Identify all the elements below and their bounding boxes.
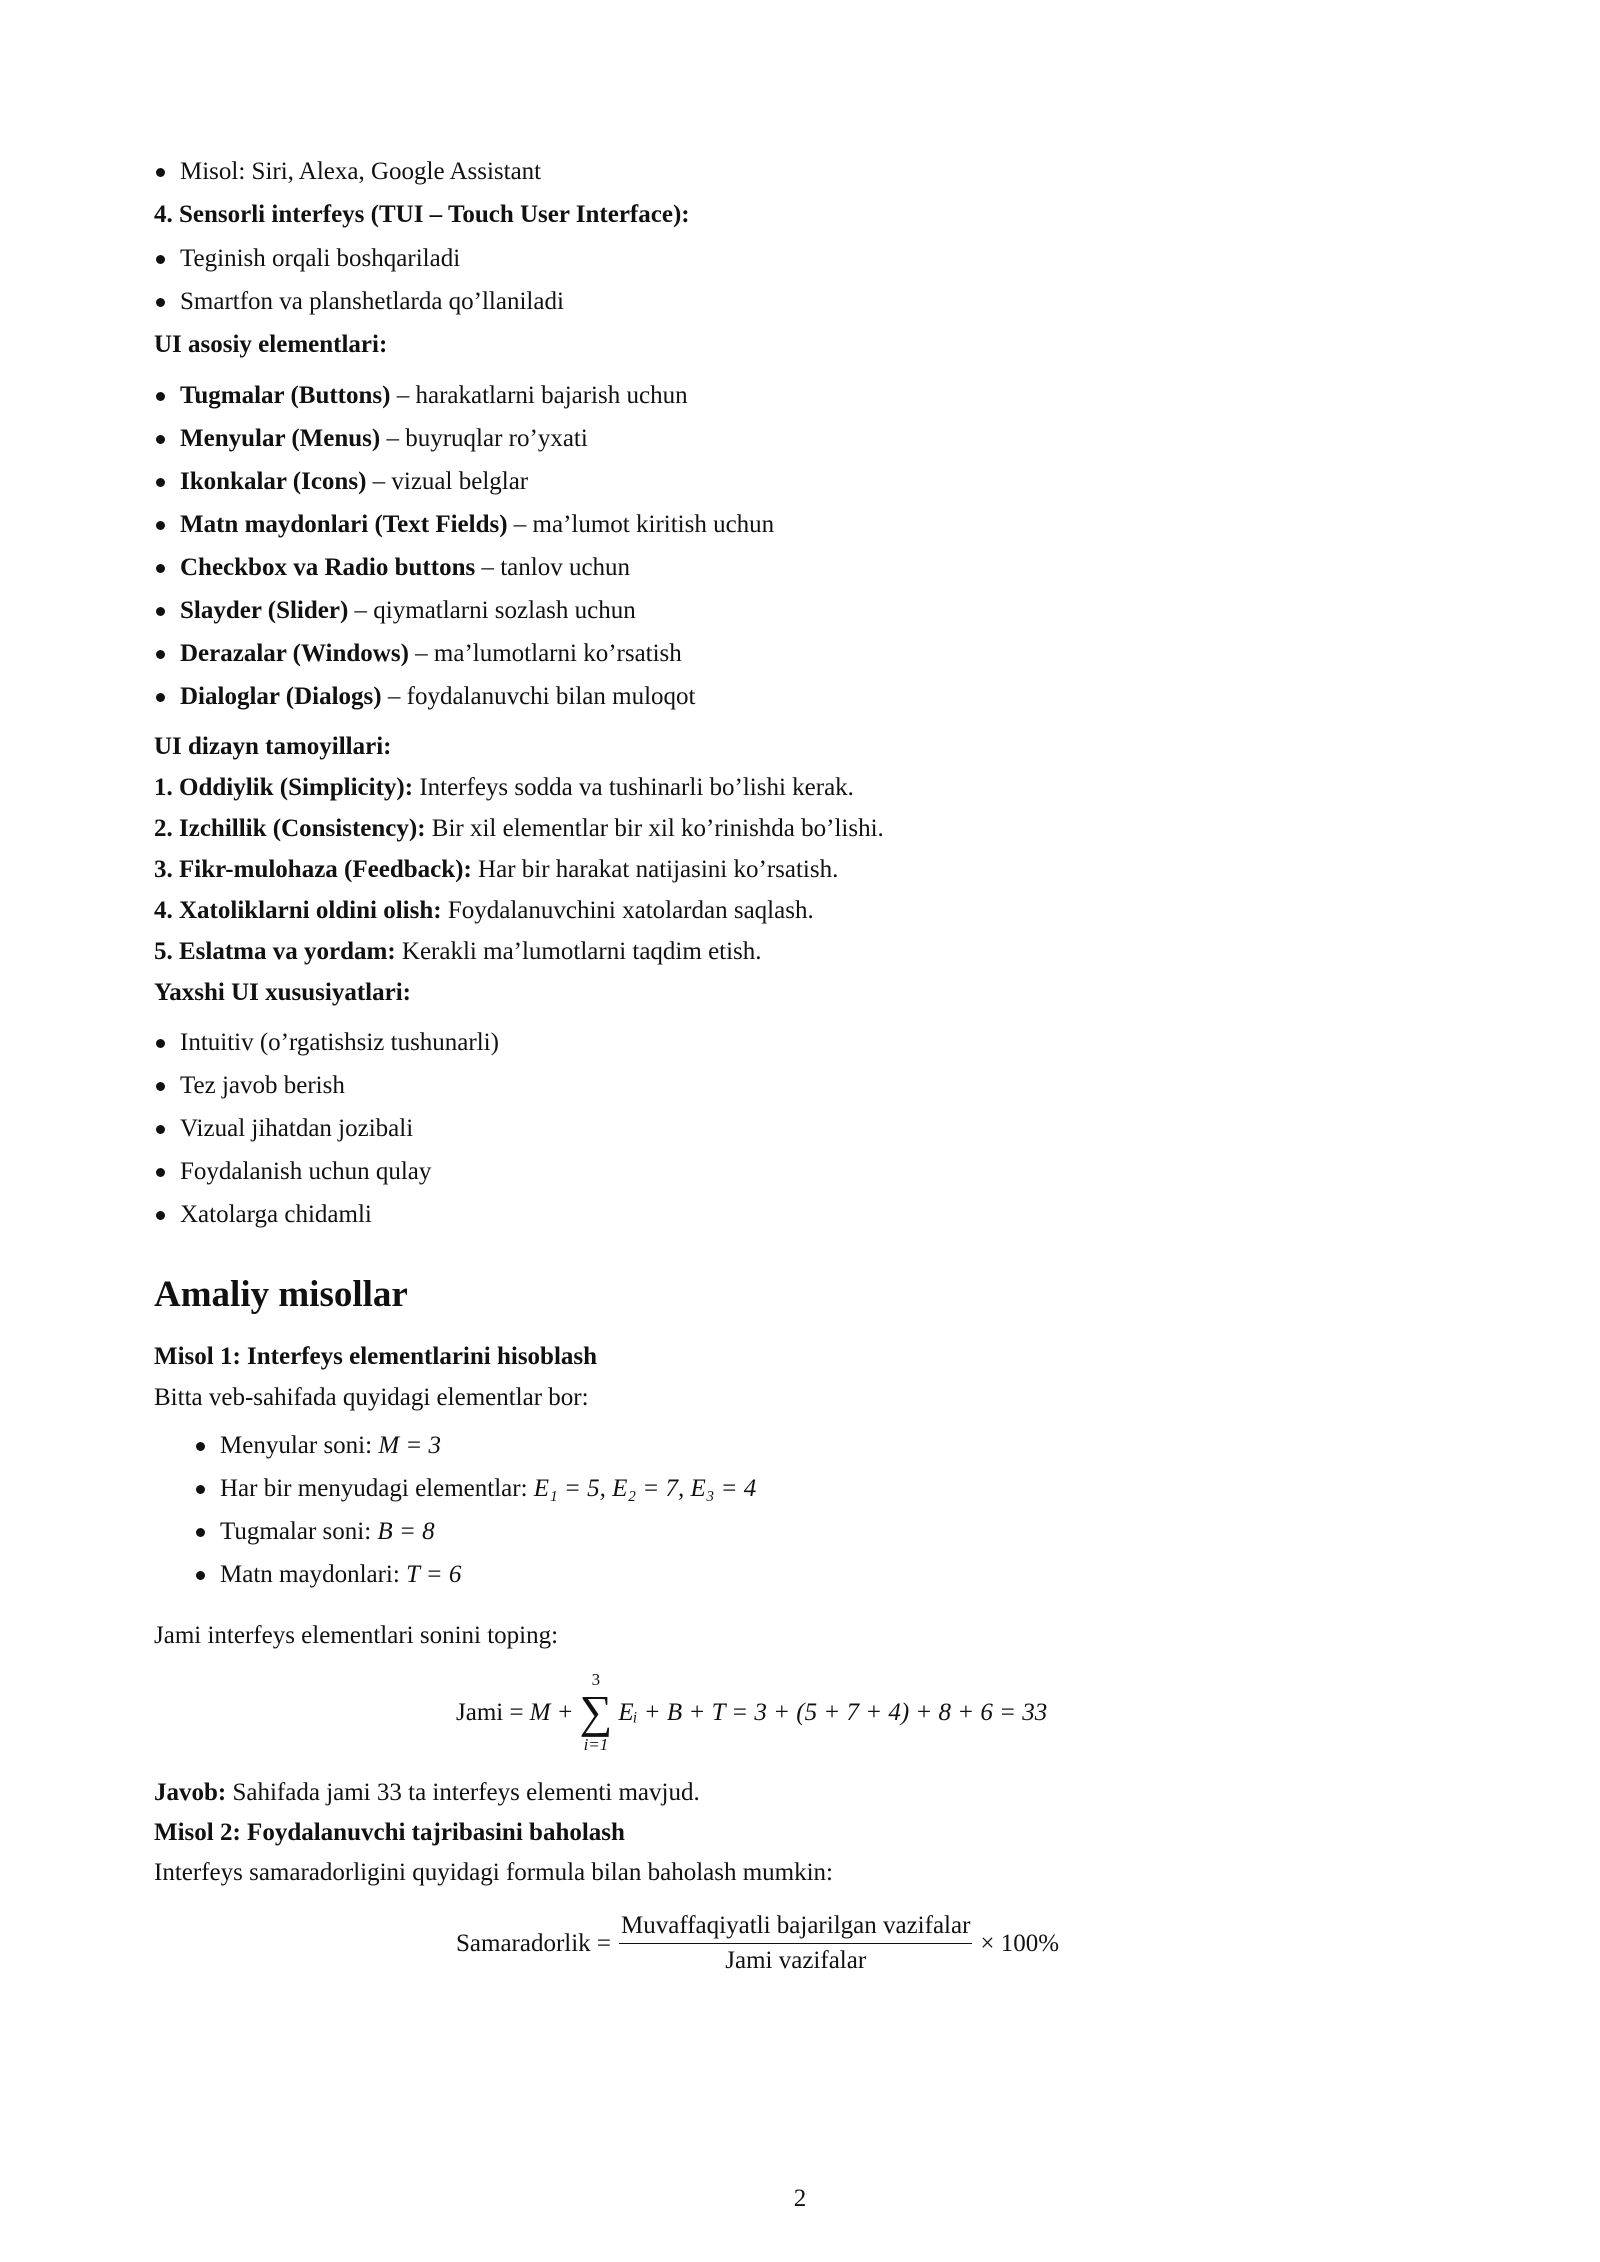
list-item: Derazalar (Windows) – ma’lumotlarni ko’rsatish [154, 632, 1154, 675]
example-1-list [154, 1424, 1154, 1596]
list-item: Tugmalar soni: B = 8 [154, 1510, 1154, 1553]
sum-symbol: 3 ∑ i=1 [579, 1670, 613, 1754]
list-item: Tez javob berish [154, 1064, 1154, 1107]
example-1-task: Jami interfeys elementlari sonini toping: [154, 1622, 559, 1649]
list-item: Misol: Siri, Alexa, Google Assistant [154, 150, 1154, 193]
list-item: Matn maydonlari: T = 6 [154, 1553, 1154, 1596]
list-item: Dialoglar (Dialogs) – foydalanuvchi bilan muloqot [154, 675, 1154, 718]
example-1-title: Misol 1: Interfeys elementlarini hisoblash [154, 1343, 598, 1370]
principle-line: 5. Eslatma va yordam: Kerakli ma’lumotlarni taqdim etish. [154, 938, 762, 965]
list-item: Slayder (Slider) – qiymatlarni sozlash uchun [154, 589, 1154, 632]
elements-list [154, 374, 1154, 718]
list-item: Har bir menyudagi elementlar: E₁ = 5, E₂ = 7, E₃ = 4 [154, 1467, 1154, 1510]
good-ui-list [154, 1021, 1154, 1236]
section-title: Amaliy misollar [154, 1274, 408, 1315]
example-1-answer: Javob: Sahifada jami 33 ta interfeys elementi mavjud. [154, 1779, 700, 1806]
example-2-intro: Interfeys samaradorligini quyidagi formula bilan baholash mumkin: [154, 1859, 834, 1886]
example-2-title: Misol 2: Foydalanuvchi tajribasini baholash [154, 1819, 625, 1846]
list-item: Smartfon va planshetlarda qo’llaniladi [154, 280, 1154, 323]
principles-heading: UI dizayn tamoyillari: [154, 733, 392, 760]
tui-list [154, 237, 1154, 323]
efficiency-equation: Samaradorlik = $\frac{\text{Muvaffaqiyatli bajarilgan vazifalar}}{\text{Jami vazifalar}}$ × 100% [154, 1893, 1154, 1993]
sum-equation: Jami = M + 3 ∑ i=1 Eᵢ + B + T = 3 + (5 + 7 + 4) + 8 + 6 = 33 [456, 1670, 1048, 1754]
voice-examples-list [154, 150, 1154, 193]
principle-line: 2. Izchillik (Consistency): Bir xil elementlar bir xil ko’rinishda bo’lishi. [154, 815, 884, 842]
good-ui-heading: Yaxshi UI xususiyatlari: [154, 979, 411, 1006]
list-item: Ikonkalar (Icons) – vizual belglar [154, 460, 1154, 503]
list-item: Intuitiv (o’rgatishsiz tushunarli) [154, 1021, 1154, 1064]
list-item: Matn maydonlari (Text Fields) – ma’lumot kiritish uchun [154, 503, 1154, 546]
principle-line: 3. Fikr-mulohaza (Feedback): Har bir harakat natijasini ko’rsatish. [154, 856, 839, 883]
principles-block [154, 726, 1154, 1013]
list-item: Tugmalar (Buttons) – harakatlarni bajarish uchun [154, 374, 1154, 417]
tui-heading: 4. Sensorli interfeys (TUI – Touch User Interface): [154, 201, 690, 228]
page-number: 2 [793, 2185, 807, 2212]
example-1-intro: Bitta veb-sahifada quyidagi elementlar bor: [154, 1384, 589, 1411]
document-page [154, 150, 1154, 1993]
sigma-glyph: ∑ [579, 1686, 613, 1737]
list-item: Teginish orqali boshqariladi [154, 237, 1154, 280]
list-item: Checkbox va Radio buttons – tanlov uchun [154, 546, 1154, 589]
principle-line: 4. Xatoliklarni oldini olish: Foydalanuvchini xatolardan saqlash. [154, 897, 814, 924]
elements-heading: UI asosiy elementlari: [154, 331, 388, 358]
list-item: Xatolarga chidamli [154, 1193, 1154, 1236]
list-item: Foydalanish uchun qulay [154, 1150, 1154, 1193]
list-item: Menyular soni: M = 3 [154, 1424, 1154, 1467]
list-item: Vizual jihatdan jozibali [154, 1107, 1154, 1150]
principle-line: 1. Oddiylik (Simplicity): Interfeys sodda va tushinarli bo’lishi kerak. [154, 774, 854, 801]
list-item: Menyular (Menus) – buyruqlar ro’yxati [154, 417, 1154, 460]
fraction: $\frac{\text{Muvaffaqiyatli bajarilgan vazifalar}}{\text{Jami vazifalar}}$ [619, 1909, 972, 1978]
